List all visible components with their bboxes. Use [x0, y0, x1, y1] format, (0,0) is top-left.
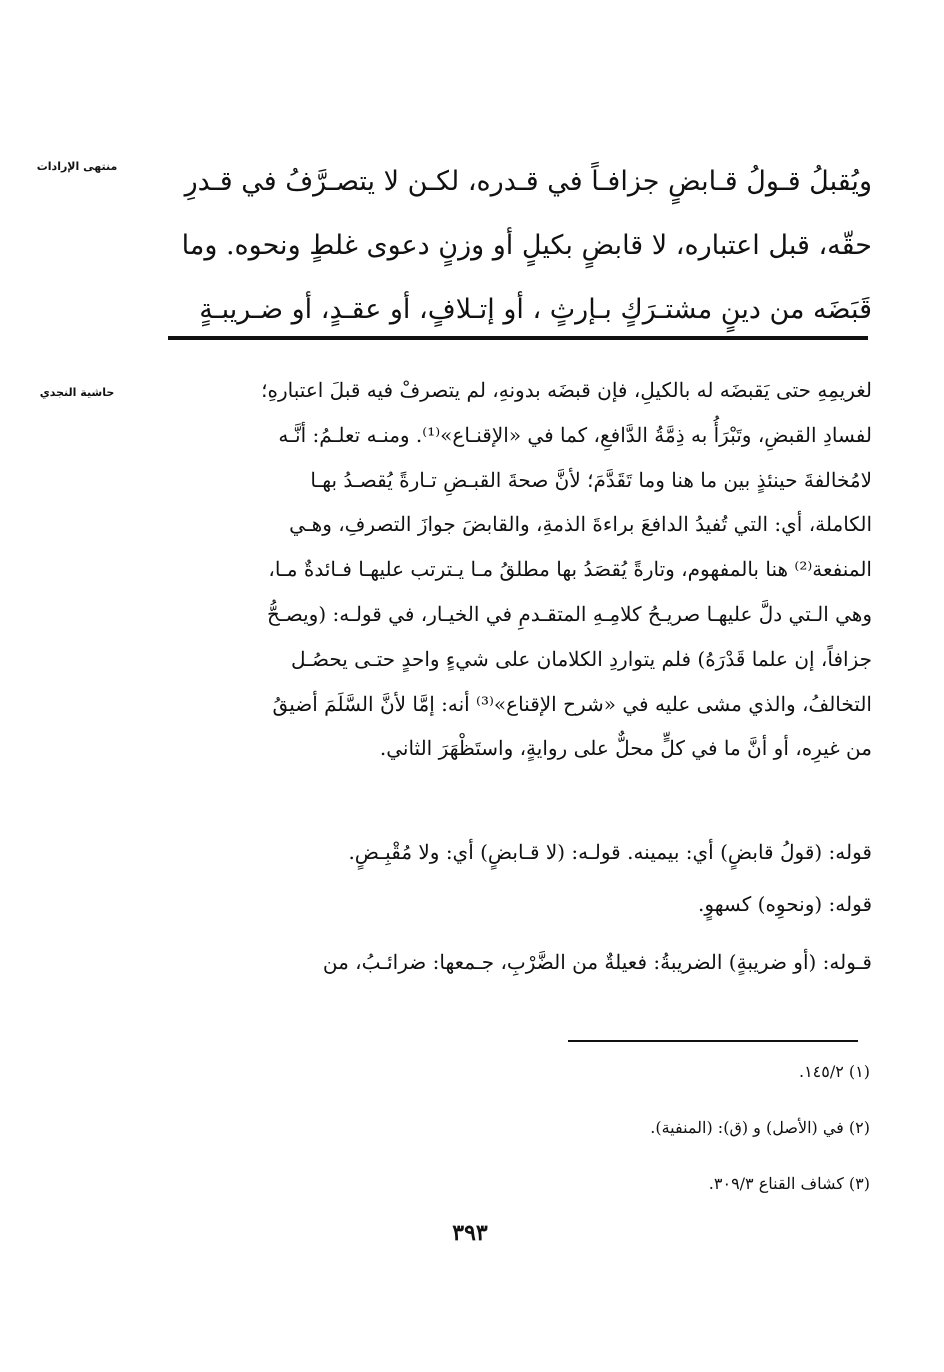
- matn-line: ويُقبلُ قـولُ قـابضٍ جزافـاً في قـدره، لكـن لا يتصـرَّفُ في قـدرِ: [184, 166, 872, 197]
- hashiya-line: المنفعة⁽²⁾ هنا بالمفهوم، وتارةً يُقصَدُ بها مطلقُ مـا يـترتب عليهـا فـائدةٌ مـا،: [268, 557, 872, 582]
- footnote-item: (٣) كشاف القناع ٣٠٩/٣.: [708, 1174, 870, 1193]
- hashiya-text: [160, 368, 872, 771]
- hashiya-line: الكاملة، أي: التي تُفيدُ الدافعَ براءةَ الذمةِ، والقابضَ جوازَ التصرفِ، وهـي: [289, 512, 872, 537]
- section-divider: [168, 336, 868, 340]
- margin-label-hashiya: حاشية النجدي: [39, 386, 115, 399]
- matn-line: قَبَضَه من دينٍ مشتـرَكٍ بـإرثٍ ، أو إتـلافٍ، أو عقـدٍ، أو ضـريبـةٍ: [199, 294, 872, 325]
- matn-text: [160, 150, 872, 342]
- hashiya-line: جزافاً، إن علما قَدْرَهُ) فلم يتواردِ الكلامان على شيءٍ واحدٍ حتـى يحصُـل: [290, 646, 872, 671]
- note-line: قوله: (ونحوِه) كسهوٍ.: [698, 892, 872, 916]
- page-number: ٣٩٣: [452, 1220, 488, 1246]
- note-line: قوله: (قولُ قابضٍ) أي: بيمينه. قولـه: (لا قـابضٍ) أي: ولا مُقْبِـضٍ.: [348, 840, 872, 864]
- footnote-divider: [568, 1040, 858, 1042]
- hashiya-line: لغريمِهِ حتى يَقبضَه له بالكيلِ، فإن قبضَه بدونهِ، لم يتصرفْ فيه قبلَ اعتبارهِ؛: [261, 378, 872, 402]
- hashiya-line: من غيرِه، أو أنَّ ما في كلٍّ محلٌّ على روايةٍ، واستَظْهَرَ الثاني.: [379, 736, 872, 761]
- footnote-item: (١) ١٤٥/٢.: [798, 1062, 870, 1081]
- hashiya-line: لفسادِ القبضِ، وتَبْرَأُ به ذِمَّةُ الدَّافعِ، كما في «الإقنـاع»⁽¹⁾. ومنـه تعلـمُ: أنَّـه: [278, 422, 872, 447]
- hashiya-line: وهي الـتي دلَّ عليهـا صريـحُ كلامِـهِ المتقـدمِ في الخيـار، في قولـه: (ويصـحُّ: [267, 601, 872, 626]
- commentary-notes: [160, 826, 872, 988]
- margin-label-matn: منتهى الإرادات: [36, 160, 118, 173]
- footnotes: [560, 1058, 870, 1226]
- hashiya-line: التخالفُ، والذي مشى عليه في «شرح الإقناع»⁽³⁾ أنه: إمَّا لأنَّ السَّلَمَ أضيقُ: [272, 691, 872, 716]
- note-line: قـوله: (أو ضريبةٍ) الضريبةُ: فعيلةٌ من الضَّرْبِ، جـمعها: ضرائـبُ، من: [322, 950, 872, 974]
- footnote-item: (٢) في (الأصل) و (ق): (المنفية).: [650, 1118, 870, 1137]
- matn-line: حقّه، قبل اعتباره، لا قابضٍ بكيلٍ أو وزنٍ دعوى غلطٍ ونحوه. وما: [181, 230, 872, 261]
- hashiya-line: لامُخالفةَ حينئذٍ بين ما هنا وما تَقَدَّمَ؛ لأنَّ صحةَ القبـضِ تـارةً يُقصـدُ بهـا: [310, 467, 872, 492]
